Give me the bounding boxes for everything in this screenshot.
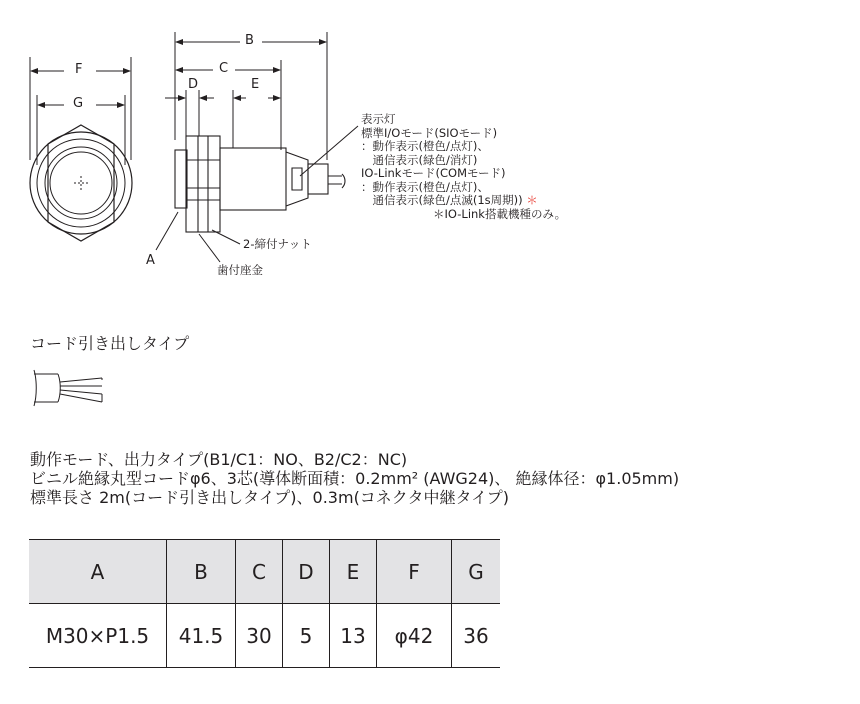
side-view [175,136,345,232]
description-line: 動作モード、出力タイプ(B1/C1：NO、B2/C2：NC) [30,450,408,469]
footnote: ＊IO-Link搭載機種のみ。 [433,206,567,221]
table-header: C [236,540,283,604]
table-header: A [29,540,167,604]
table-row [29,604,500,668]
table-cell: 30 [236,604,283,668]
table-cell: M30×P1.5 [29,604,167,668]
dim-label-e: E [251,77,260,92]
table-header: D [283,540,330,604]
table-header: E [330,540,377,604]
table-cell: 5 [283,604,330,668]
table-cell: φ42 [377,604,452,668]
description-line: ビニル絶縁丸型コードφ6、3芯(導体断面積：0.2mm² (AWG24)、 絶縁体径：φ1.05mm) [30,469,680,488]
table-header: B [167,540,236,604]
note-line: ：動作表示(橙色/点灯)、 [361,179,489,194]
description-line: 標準長さ 2m(コード引き出しタイプ)、0.3m(コネクタ中継タイプ) [30,488,509,507]
dim-label-a: A [146,253,155,268]
note-line: 表示灯 [361,112,396,126]
dim-label-c: C [219,61,229,76]
note-line [361,194,566,208]
section-title: コード引き出しタイプ [30,334,190,353]
note-line: 通信表示(緑色/消灯) [361,152,478,167]
note-line: ：動作表示(橙色/点灯)、 [361,139,489,153]
table-header: G [452,540,501,604]
washer-label: 歯付座金 [217,263,263,277]
dimensions-table [29,539,500,668]
front-view [30,125,132,241]
dim-label-d: D [188,77,199,92]
nut-label: 2-締付ナット [243,237,312,251]
table-cell: 13 [330,604,377,668]
dim-label-b: B [245,33,254,48]
table-header-row [29,540,500,604]
description [30,450,679,507]
table-cell: 41.5 [167,604,236,668]
dim-label-g: G [73,96,84,111]
indicator-notes [361,113,566,221]
table-cell: 36 [452,604,501,668]
cable-icon [30,366,110,412]
note-line: IO-Linkモード(COMモード) [361,166,506,180]
dim-label-f: F [75,62,83,77]
note-line-text: 通信表示(緑色/点滅(1s周期)) [361,193,523,207]
table-header: F [377,540,452,604]
note-line: 標準I/Oモード(SIOモード) [361,125,498,140]
asterisk-mark: ＊ [526,193,538,207]
